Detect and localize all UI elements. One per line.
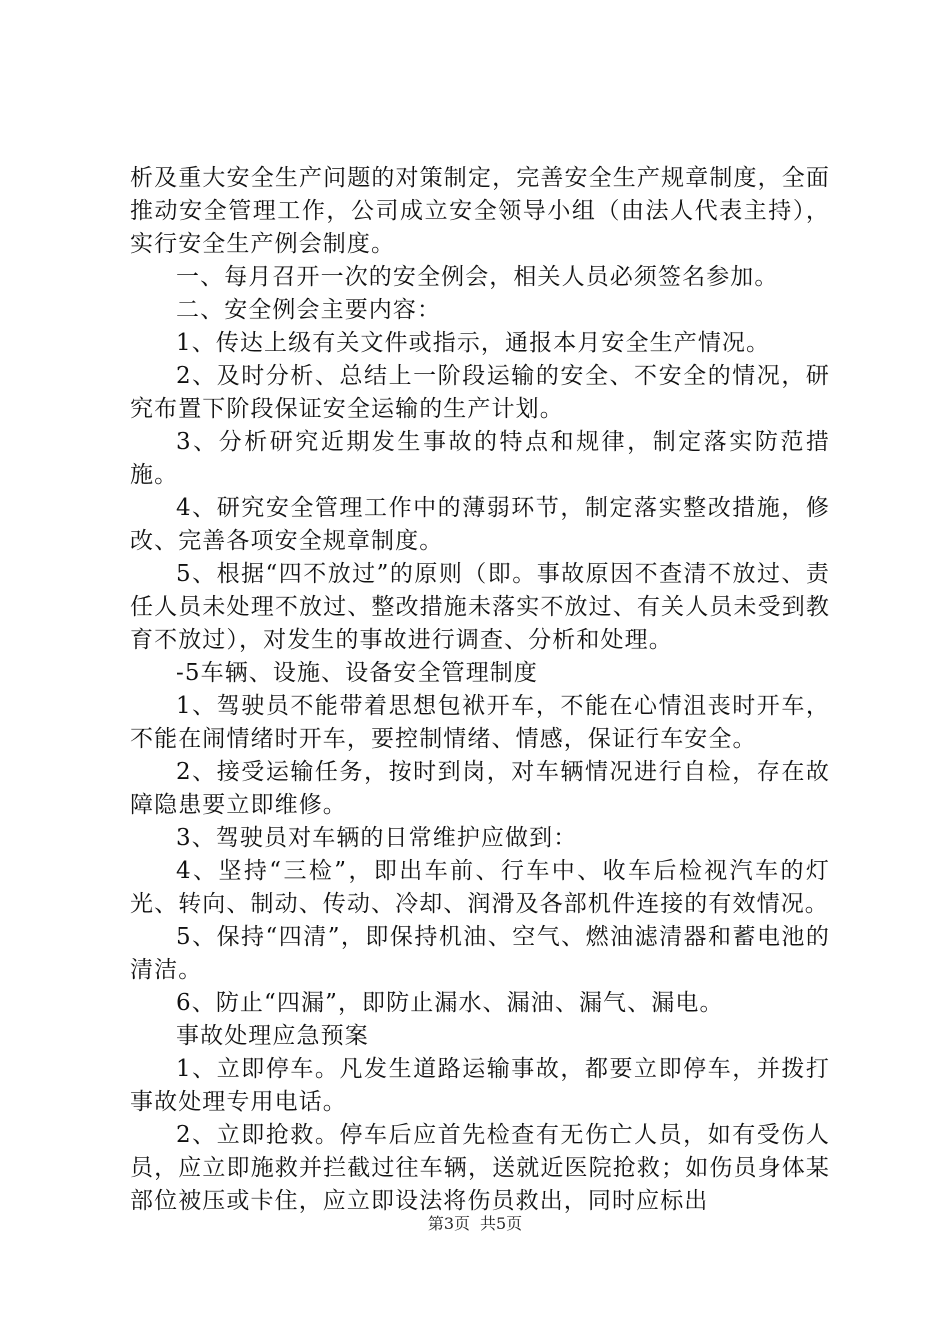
paragraph: 2、立即抢救。停车后应首先检查有无伤亡人员，如有受伤人员，应立即施救并拦截过往车辆，送就近医院抢救；如伤员身体某部位被压或卡住，应立即设法将伤员救出，同时应标出 bbox=[130, 1122, 830, 1214]
section-heading: 事故处理应急预案 bbox=[176, 1023, 369, 1049]
paragraph: 3、驾驶员对车辆的日常维护应做到： bbox=[176, 825, 578, 851]
paragraph: 析及重大安全生产问题的对策制定，完善安全生产规章制度，全面推动安全管理工作，公司成立安全领导小组（由法人代表主持），实行安全生产例会制度。 bbox=[130, 165, 830, 257]
page-footer bbox=[0, 1214, 950, 1234]
section-heading: -5车辆、设施、设备安全管理制度 bbox=[176, 660, 539, 686]
page-number: 第3页 bbox=[427, 1214, 470, 1233]
paragraph: 1、立即停车。凡发生道路运输事故，都要立即停车，并拨打事故处理专用电话。 bbox=[130, 1056, 830, 1115]
paragraph: 一、每月召开一次的安全例会，相关人员必须签名参加。 bbox=[176, 264, 779, 290]
page-total: 共5页 bbox=[480, 1214, 523, 1233]
paragraph: 1、传达上级有关文件或指示，通报本月安全生产情况。 bbox=[176, 330, 771, 356]
paragraph: 4、研究安全管理工作中的薄弱环节，制定落实整改措施，修改、完善各项安全规章制度。 bbox=[130, 495, 830, 554]
paragraph: 3、分析研究近期发生事故的特点和规律，制定落实防范措施。 bbox=[130, 429, 830, 488]
paragraph: 2、及时分析、总结上一阶段运输的安全、不安全的情况，研究布置下阶段保证安全运输的生产计划。 bbox=[130, 363, 830, 422]
paragraph: 1、驾驶员不能带着思想包袱开车，不能在心情沮丧时开车，不能在闹情绪时开车，要控制情绪、情感，保证行车安全。 bbox=[130, 693, 830, 752]
document-body bbox=[130, 162, 830, 1218]
paragraph: 2、接受运输任务，按时到岗，对车辆情况进行自检，存在故障隐患要立即维修。 bbox=[130, 759, 830, 818]
paragraph: 5、保持“四清”，即保持机油、空气、燃油滤清器和蓄电池的清洁。 bbox=[130, 924, 830, 983]
paragraph: 5、根据“四不放过”的原则（即。事故原因不查清不放过、责任人员未处理不放过、整改措施未落实不放过、有关人员未受到教育不放过），对发生的事故进行调查、分析和处理。 bbox=[130, 561, 830, 653]
paragraph: 二、安全例会主要内容： bbox=[176, 297, 442, 323]
paragraph: 4、坚持“三检”，即出车前、行车中、收车后检视汽车的灯光、转向、制动、传动、冷却、润滑及各部机件连接的有效情况。 bbox=[130, 858, 830, 917]
paragraph: 6、防止“四漏”，即防止漏水、漏油、漏气、漏电。 bbox=[176, 990, 724, 1016]
